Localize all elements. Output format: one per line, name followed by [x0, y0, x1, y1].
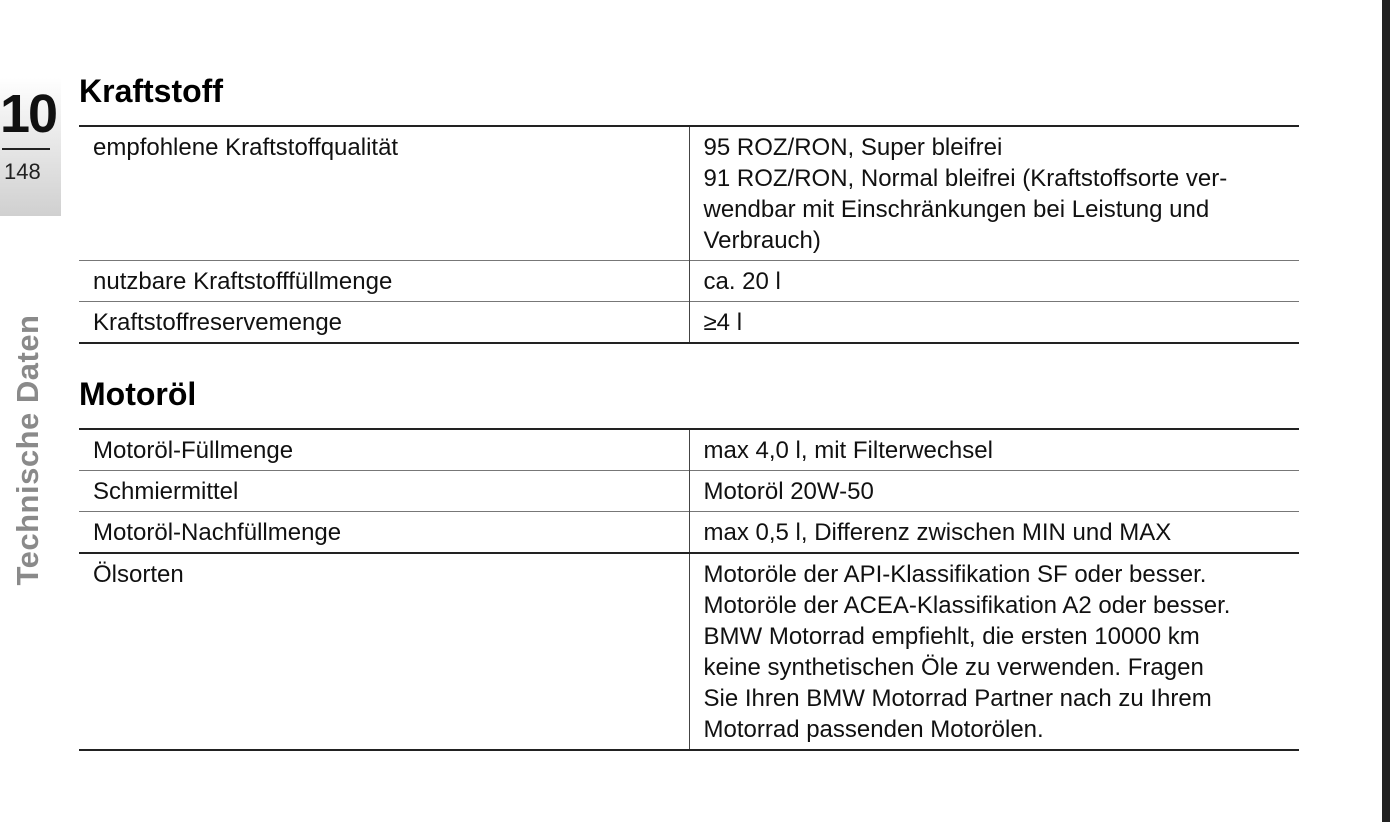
row-label: Motoröl-Füllmenge: [79, 429, 689, 471]
chapter-title: Technische Daten: [10, 314, 45, 586]
value-line: ca. 20 l: [703, 268, 781, 295]
value-line: 95 ROZ/RON, Super bleifrei: [703, 134, 1003, 161]
table-row: [79, 512, 1299, 554]
page-edge: [1382, 0, 1390, 822]
chapter-divider: [2, 148, 50, 150]
section-heading-motoroel: Motoröl: [79, 376, 197, 412]
row-label: Motoröl-Nachfüllmenge: [79, 512, 689, 554]
row-value: [689, 126, 1299, 261]
value-line: Motorrad passenden Motorölen.: [703, 716, 1044, 743]
table-row: [79, 126, 1299, 261]
table-row: [79, 261, 1299, 302]
chapter-number: 10: [0, 84, 57, 144]
row-value: [689, 261, 1299, 302]
value-line: keine synthetischen Öle zu verwenden. Fragen: [703, 654, 1204, 681]
table-row: [79, 471, 1299, 512]
value-line: 91 ROZ/RON, Normal bleifrei (Kraftstoffsorte ver-: [703, 165, 1228, 192]
row-value: [689, 553, 1299, 750]
table-row: [79, 553, 1299, 750]
value-line: Motoröle der API-Klassifikation SF oder besser.: [703, 561, 1207, 588]
row-value: [689, 302, 1299, 344]
row-label: Ölsorten: [79, 553, 689, 750]
table-row: [79, 429, 1299, 471]
row-label: nutzbare Kraftstofffüllmenge: [79, 261, 689, 302]
value-line: wendbar mit Einschränkungen bei Leistung und: [703, 196, 1210, 223]
row-value: [689, 512, 1299, 554]
value-line: Motoröle der ACEA-Klassifikation A2 oder besser.: [703, 592, 1231, 619]
value-line: Sie Ihren BMW Motorrad Partner nach zu Ihrem: [703, 685, 1212, 712]
value-line: max 0,5 l, Differenz zwischen MIN und MAX: [703, 519, 1172, 546]
row-value: [689, 471, 1299, 512]
value-line: Motoröl 20W-50: [703, 478, 874, 505]
value-line: ≥4 l: [703, 309, 743, 336]
page-number: 148: [4, 159, 41, 184]
table-row: [79, 302, 1299, 344]
value-line: max 4,0 l, mit Filterwechsel: [703, 437, 993, 464]
fuel-table: [79, 125, 1299, 344]
engine-oil-table: [79, 428, 1299, 751]
value-line: Verbrauch): [703, 227, 821, 254]
value-line: BMW Motorrad empfiehlt, die ersten 10000 km: [703, 623, 1200, 650]
row-label: Schmiermittel: [79, 471, 689, 512]
row-label: Kraftstoffreservemenge: [79, 302, 689, 344]
row-label: empfohlene Kraftstoffqualität: [79, 126, 689, 261]
row-value: [689, 429, 1299, 471]
section-heading-kraftstoff: Kraftstoff: [79, 73, 223, 109]
